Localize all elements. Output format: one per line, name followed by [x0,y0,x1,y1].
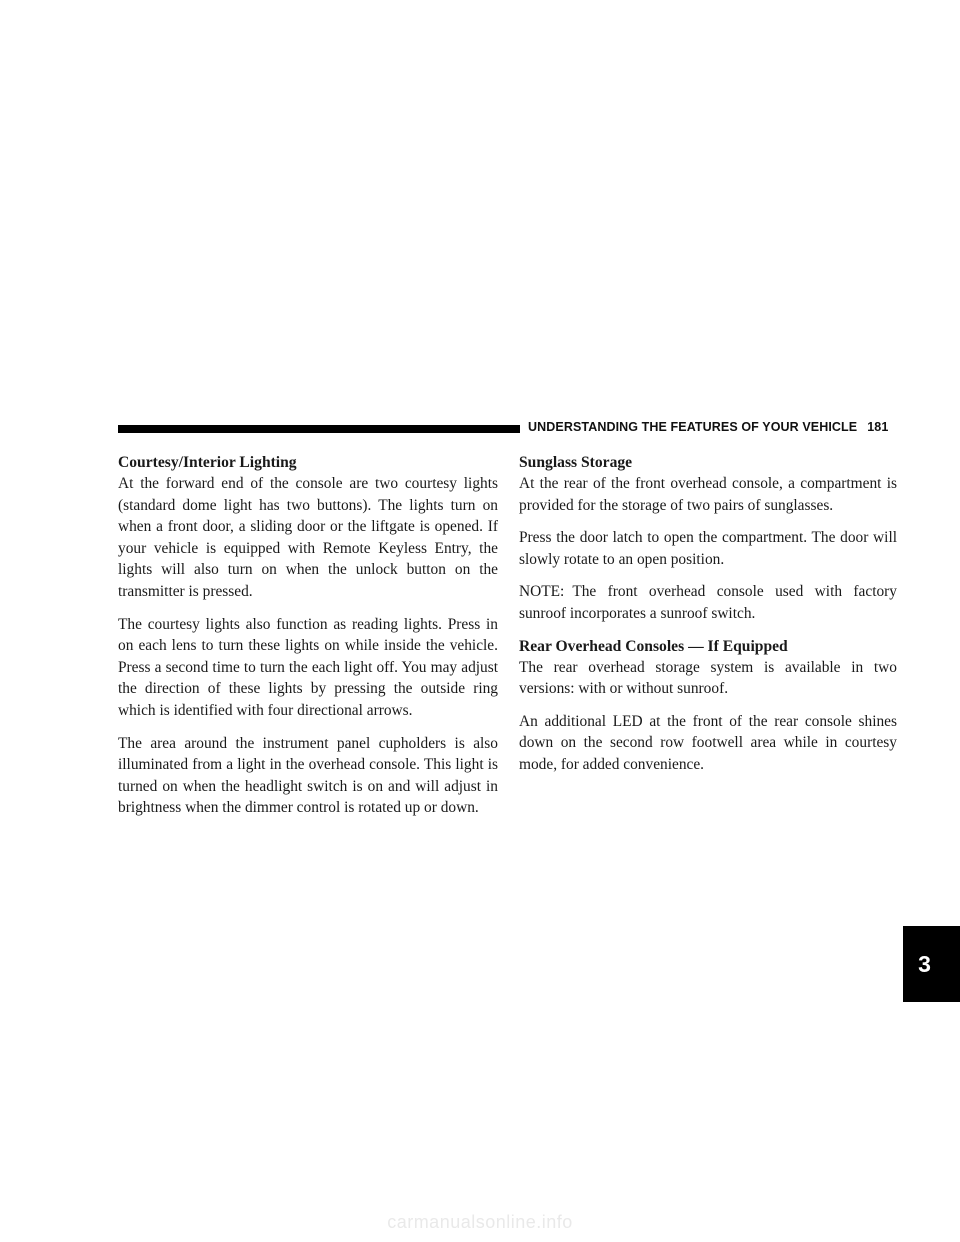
section-heading-sunglass-storage: Sunglass Storage [519,454,633,471]
paragraph: At the rear of the front overhead console, a compartment is provided for the storage of two pairs of sunglasses. [519,475,897,514]
footer-watermark: carmanualsonline.info [387,1212,573,1232]
paragraph: The rear overhead storage system is available in two versions: with or without sunroof. [519,658,897,698]
section-heading-courtesy-lighting: Courtesy/Interior Lighting [118,454,297,471]
running-header [528,420,888,434]
right-column [519,452,897,787]
note-label: NOTE: [519,583,565,601]
paragraph: The courtesy lights also function as reading lights. Press in on each lens to turn these lights on while inside the vehicle. Press a second time to turn the each light off. You may adjust the direction of these lights by pressing the outside ring which is identified with four directional arrows. [118,615,498,719]
chapter-title: UNDERSTANDING THE FEATURES OF YOUR VEHICLE [528,420,858,434]
paragraph: An additional LED at the front of the rear console shines down on the second row footwell area while in courtesy mode, for added convenience. [519,712,897,773]
section-tab [903,926,960,1002]
note-paragraph [519,581,897,624]
paragraph: Press the door latch to open the compartment. The door will slowly rotate to an open position. [519,529,897,568]
paragraph: The area around the instrument panel cupholders is also illuminated from a light in the overhead console. This light is turned on when the headlight switch is on and will adjust in brightness when the dimmer control is rotated up or down. [118,734,498,817]
paragraph: At the forward end of the console are two courtesy lights (standard dome light has two buttons). The lights turn on when a front door, a sliding door or the liftgate is opened. If your vehicle is equipped with Remote Keyless Entry, the lights will also turn on when the unlock button on the transmitter is pressed. [118,475,498,600]
page-number: 181 [867,420,889,434]
left-column [118,452,498,830]
note-text: The front overhead console used with factory sunroof incorporates a sunroof switch. [519,583,897,622]
header-rule [118,425,520,433]
section-tab-number: 3 [918,950,931,977]
section-heading-rear-overhead-consoles: Rear Overhead Consoles — If Equipped [519,637,788,655]
